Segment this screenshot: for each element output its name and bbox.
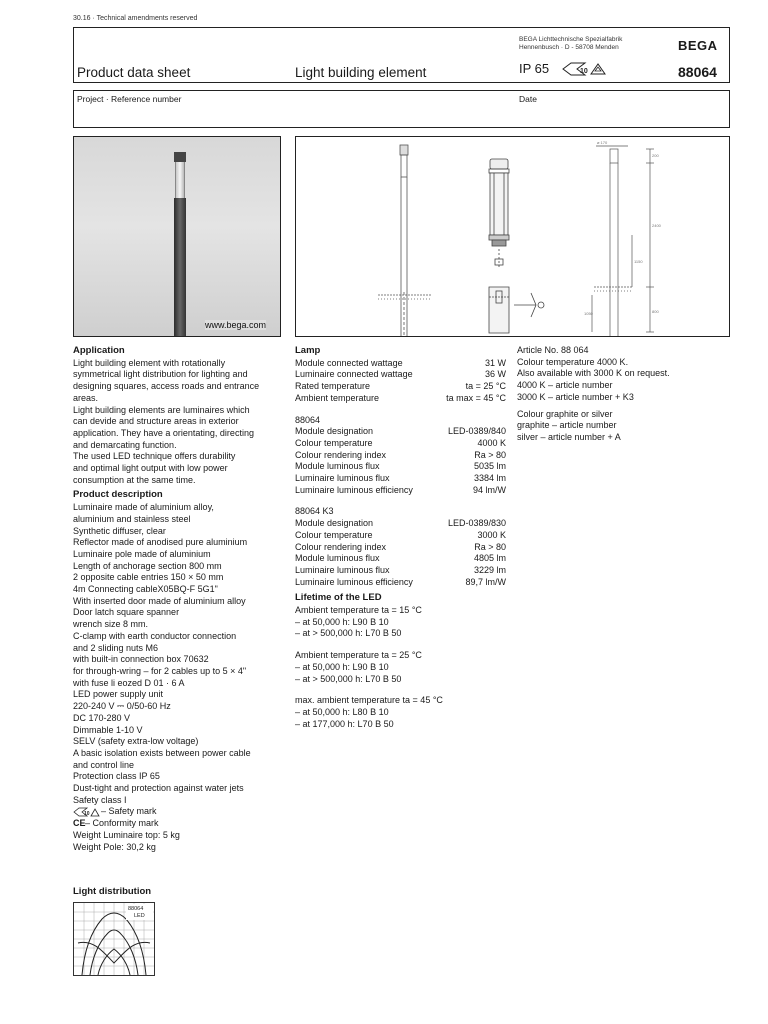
article-colour-line: silver – article number + A — [517, 431, 621, 442]
variant-row-value: 3000 K — [477, 529, 506, 540]
variant-row-value: 89,7 lm/W — [465, 576, 506, 587]
description-line: Protection class IP 65 — [73, 771, 160, 782]
application-line: application. They have a orientating, directing — [73, 427, 254, 438]
variant-row-label: Module designation — [295, 518, 374, 529]
variant-row-label: Colour rendering index — [295, 541, 387, 552]
application-line: symmetrical light distribution for lighting and — [73, 369, 248, 380]
variant-row-value: 3229 lm — [473, 564, 506, 575]
description-line: for through-wring – for 2 cables up to 5 × 4" — [73, 665, 247, 676]
luminaire-pole — [174, 198, 186, 337]
chart-label-led: LED — [134, 913, 145, 919]
description-line: SELV (safety extra-low voltage) — [73, 736, 199, 747]
variant-a-row — [295, 438, 506, 450]
article-heading: Article No. 88 064 — [517, 345, 589, 355]
svg-text:10: 10 — [84, 811, 90, 818]
column-middle — [295, 345, 506, 730]
lamp-row-label: Rated temperature — [295, 381, 371, 392]
conformity-mark-row — [73, 818, 283, 830]
lifetime-line: – at 50,000 h: L90 B 10 — [295, 616, 389, 627]
company-address — [519, 36, 622, 52]
description-line: 220-240 V ⎓ 0/50-60 Hz — [73, 701, 171, 712]
article-line: 3000 K – article number + K3 — [517, 391, 634, 402]
application-line: and demarcating function. — [73, 439, 177, 450]
lamp-row — [295, 393, 506, 405]
application-text — [73, 358, 283, 487]
description-line: Reflector made of anodised pure aluminium — [73, 537, 248, 548]
safety-mark-icon — [73, 807, 101, 817]
variant-a-heading: 88064 — [295, 414, 321, 425]
svg-text:800: 800 — [652, 309, 659, 314]
svg-text:1050: 1050 — [584, 311, 593, 316]
variant-row-value: Ra > 80 — [474, 449, 506, 460]
lifetime-line: – at 50,000 h: L80 B 10 — [295, 706, 389, 717]
description-line: 2 opposite cable entries 150 × 50 mm — [73, 572, 224, 583]
variant-row-value: 3384 lm — [473, 473, 506, 484]
description-line: with built-in connection box 70632 — [73, 654, 209, 665]
description-line: Door latch square spanner — [73, 607, 180, 618]
description-line: Length of anchorage section 800 mm — [73, 560, 222, 571]
lamp-row-value: 36 W — [484, 369, 506, 380]
doc-type: Product data sheet — [77, 65, 191, 80]
luminaire-head — [174, 152, 186, 162]
variant-row-label: Colour rendering index — [295, 449, 387, 460]
description-line: 4m Connecting cableX05BQ-F 5G1" — [73, 584, 218, 595]
svg-text:200: 200 — [652, 153, 659, 158]
variant-row-value: 4805 lm — [473, 553, 506, 564]
lamp-row-label: Ambient temperature — [295, 392, 380, 403]
lifetime-line: – at > 500,000 h: L70 B 50 — [295, 628, 402, 639]
company-name: BEGA Lichttechnische Spezialfabrik — [519, 36, 623, 43]
svg-text:2400: 2400 — [652, 223, 661, 228]
description-line: wrench size 8 mm. — [73, 619, 149, 630]
lamp-row-value: ta = 25 °C — [465, 381, 506, 392]
variant-row-label: Colour temperature — [295, 529, 373, 540]
description-line: LED power supply unit — [73, 689, 164, 700]
article-colour-line: Colour graphite or silver — [517, 408, 613, 419]
variant-a-row — [295, 485, 506, 497]
website-label: www.bega.com — [205, 320, 267, 330]
ip-rating: IP 65 — [519, 61, 550, 76]
variant-row-label: Luminaire luminous efficiency — [295, 576, 413, 587]
product-photo — [73, 136, 281, 337]
variant-b-row — [295, 553, 506, 565]
lamp-row-value: ta max = 45 °C — [446, 392, 506, 403]
variant-row-label: Luminaire luminous flux — [295, 473, 390, 484]
description-line: Luminaire made of aluminium alloy, — [73, 502, 214, 513]
application-line: can devide and structure areas in exterior — [73, 416, 239, 427]
column-right — [517, 345, 730, 444]
lifetime-line: Ambient temperature ta = 25 °C — [295, 650, 422, 661]
variant-b-row — [295, 577, 506, 589]
lifetime-line: max. ambient temperature ta = 45 °C — [295, 695, 443, 706]
lamp-row-value: 31 W — [484, 357, 506, 368]
article-number: 88064 — [678, 64, 717, 80]
article-line: 4000 K – article number — [517, 380, 613, 391]
product-description-text — [73, 502, 283, 853]
description-line: Safety class I — [73, 794, 127, 805]
application-line: The used LED technique offers durability — [73, 451, 236, 462]
svg-text:1150: 1150 — [634, 259, 643, 264]
technical-note: 30.16 · Technical amendments reserved — [73, 15, 198, 22]
lamp-row-label: Module connected wattage — [295, 357, 403, 368]
project-row — [73, 90, 730, 128]
svg-text:10: 10 — [580, 68, 588, 75]
application-heading: Application — [73, 345, 125, 356]
svg-text:⌀ 170: ⌀ 170 — [597, 140, 608, 145]
variant-row-value: LED-0389/830 — [447, 518, 506, 529]
description-line: With inserted door made of aluminium alloy — [73, 595, 246, 606]
company-location: Hennenbusch · D - 58708 Menden — [519, 44, 619, 51]
description-line: A basic isolation exists between power cable — [73, 747, 251, 758]
application-line: consumption at the same time. — [73, 474, 196, 485]
description-line: C-clamp with earth conductor connection — [73, 630, 237, 641]
description-line: and 2 sliding nuts M6 — [73, 642, 159, 653]
description-line: with fuse li eozed D 01 · 6 A — [73, 677, 185, 688]
safety-mark-text: – Safety mark — [101, 806, 157, 817]
description-line: aluminium and stainless steel — [73, 513, 191, 524]
project-reference-label: Project · Reference number — [77, 94, 182, 104]
application-line: areas. — [73, 392, 99, 403]
weight-top: Weight Luminaire top: 5 kg — [73, 829, 180, 840]
application-line: Light building element with rotationally — [73, 357, 226, 368]
variant-row-value: 5035 lm — [473, 461, 506, 472]
article-line: Also available with 3000 K on request. — [517, 368, 670, 379]
lamp-row-label: Luminaire connected wattage — [295, 369, 413, 380]
ce-mark-icon: CE — [73, 818, 86, 829]
weight-pole: Weight Pole: 30,2 kg — [73, 841, 156, 852]
product-name: Light building element — [295, 65, 427, 80]
variant-a-row — [295, 461, 506, 473]
variant-a-row — [295, 426, 506, 438]
light-distribution-title: Light distribution — [73, 886, 152, 897]
lamp-row — [295, 358, 506, 370]
bega-logo: BEGA — [678, 38, 718, 53]
light-distribution-heading — [73, 886, 151, 899]
variant-row-value: Ra > 80 — [474, 541, 506, 552]
application-line: designing squares, access roads and entrance — [73, 381, 260, 392]
luminaire-diffuser — [175, 162, 185, 198]
application-line: and optimal light output with low power — [73, 463, 228, 474]
article-colour-line: graphite – article number — [517, 420, 617, 431]
lamp-row — [295, 369, 506, 381]
variant-row-label: Module luminous flux — [295, 461, 380, 472]
description-line: Dust-tight and protection against water jets — [73, 783, 244, 794]
variant-row-value: 4000 K — [477, 437, 506, 448]
variant-b-row — [295, 518, 506, 530]
description-line: Synthetic diffuser, clear — [73, 525, 166, 536]
variant-row-label: Module luminous flux — [295, 553, 380, 564]
variant-row-label: Luminaire luminous flux — [295, 564, 390, 575]
description-line: and control line — [73, 759, 135, 770]
application-line: Light building elements are luminaires which — [73, 404, 250, 415]
lamp-heading: Lamp — [295, 345, 321, 356]
variant-row-value: 94 lm/W — [472, 484, 506, 495]
variant-b-row — [295, 542, 506, 554]
lifetime-line: Ambient temperature ta = 15 °C — [295, 605, 422, 616]
description-line: Luminaire pole made of aluminium — [73, 548, 211, 559]
header-box — [73, 27, 730, 83]
conformity-mark-text: – Conformity mark — [85, 818, 159, 829]
light-distribution-chart — [73, 902, 155, 976]
variant-b-heading: 88064 K3 — [295, 506, 334, 517]
description-line: DC 170-280 V — [73, 712, 131, 723]
column-left — [73, 345, 283, 853]
lifetime-line: – at 177,000 h: L70 B 50 — [295, 718, 394, 729]
variant-a-row — [295, 473, 506, 485]
variant-b-row — [295, 530, 506, 542]
variant-b-row — [295, 565, 506, 577]
date-label: Date — [519, 94, 537, 104]
chart-label-article: 88064 — [128, 906, 144, 912]
variant-row-label: Luminaire luminous efficiency — [295, 484, 413, 495]
lifetime-line: – at > 500,000 h: L70 B 50 — [295, 673, 402, 684]
variant-row-label: Module designation — [295, 426, 374, 437]
variant-row-value: LED-0389/840 — [447, 426, 506, 437]
technical-drawing — [295, 136, 730, 337]
variant-a-row — [295, 450, 506, 462]
article-line: Colour temperature 4000 K. — [517, 356, 629, 367]
variant-row-label: Colour temperature — [295, 437, 373, 448]
lifetime-heading: Lifetime of the LED — [295, 592, 382, 604]
product-description-heading: Product description — [73, 489, 163, 501]
safety-mark-row — [73, 806, 283, 818]
certification-marks-icon — [561, 62, 611, 81]
lamp-row — [295, 381, 506, 393]
description-line: Dimmable 1-10 V — [73, 724, 143, 735]
lifetime-line: – at 50,000 h: L90 B 10 — [295, 661, 389, 672]
